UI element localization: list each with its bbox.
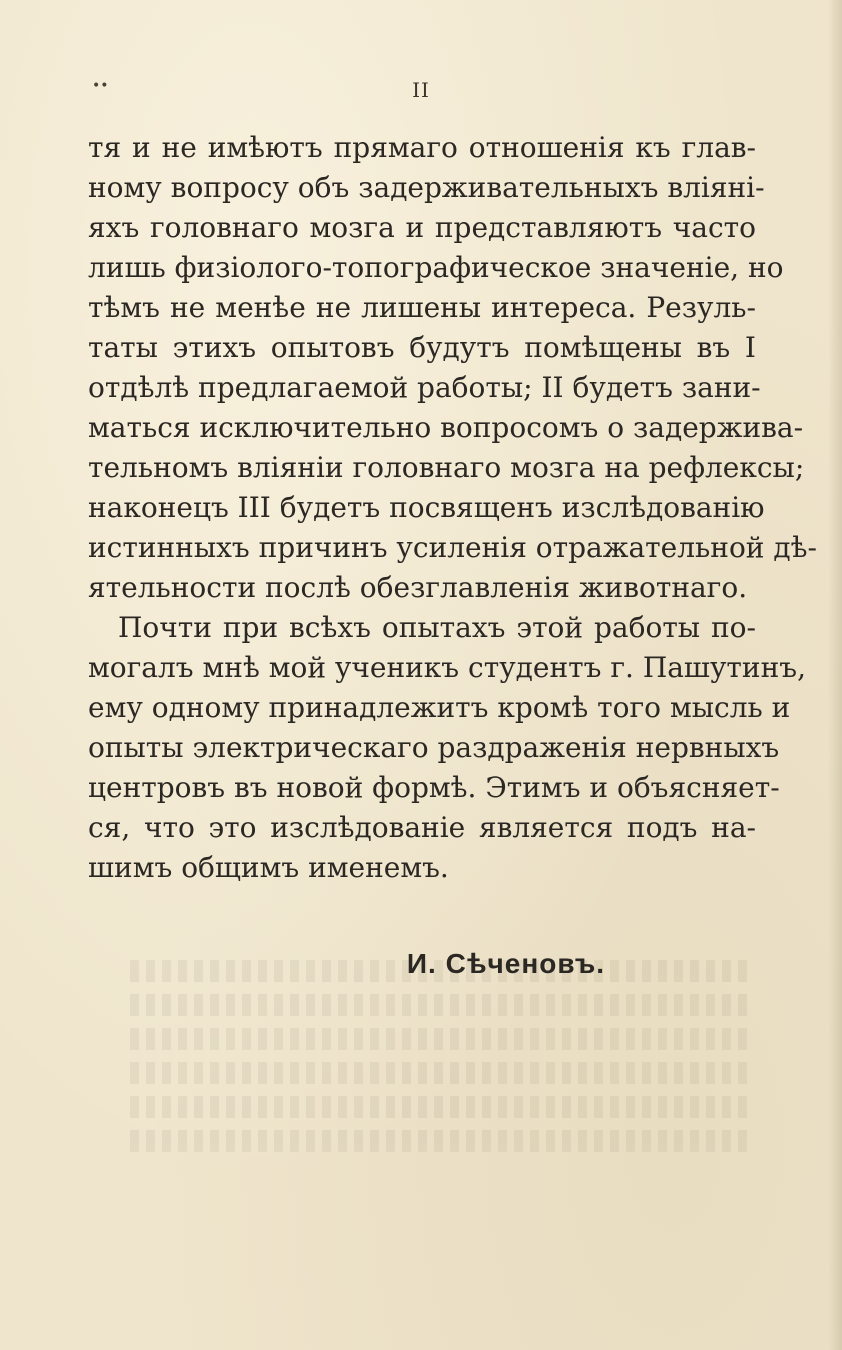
text-line: истинныхъ причинъ усиленія отражательной дѣ-	[88, 531, 817, 564]
text-line-paragraph-end: шимъ общимъ именемъ.	[88, 851, 449, 884]
show-through-texture	[130, 960, 750, 1200]
text-line: наконецъ III будетъ посвященъ изслѣдованію	[88, 491, 765, 524]
text-line: лишь физіолого-топографическое значеніе, но	[88, 251, 784, 284]
text-line: опыты электрическаго раздраженія нервныхъ	[88, 731, 780, 764]
text-line: центровъ въ новой формѣ. Этимъ и объясняет-	[88, 771, 780, 804]
text-line: отдѣлѣ предлагаемой работы; II будетъ зани-	[88, 371, 761, 404]
page-number: II	[412, 78, 430, 102]
text-line: ному вопросу объ задерживательныхъ вліяні-	[88, 171, 765, 204]
text-line: яхъ головнаго мозга и представляютъ часто	[88, 211, 756, 244]
text-line-paragraph-start: Почти при всѣхъ опытахъ этой работы по-	[118, 611, 756, 644]
text-line: ся, что это изслѣдованіе является подъ на-	[88, 811, 756, 844]
text-line: ему одному принадлежитъ кромѣ того мысль и	[88, 691, 791, 724]
text-line: тя и не имѣютъ прямаго отношенія къ глав-	[88, 131, 756, 164]
text-line-paragraph-end: ятельности послѣ обезглавленія животнаго.	[88, 571, 748, 604]
text-line: могалъ мнѣ мой ученикъ студентъ г. Пашутинъ,	[88, 651, 806, 684]
text-line: таты этихъ опытовъ будутъ помѣщены въ I	[88, 331, 756, 364]
author-signature: И. Сѣченовъ.	[406, 948, 606, 979]
page-edge-shadow	[828, 0, 842, 1350]
corner-mark: ••	[92, 78, 109, 94]
text-line: маться исключительно вопросомъ о задержива-	[88, 411, 804, 444]
text-line: тѣмъ не менѣе не лишены интереса. Резуль-	[88, 291, 756, 324]
text-line: тельномъ вліяніи головнаго мозга на рефлексы;	[88, 451, 805, 484]
body-text	[88, 128, 817, 888]
